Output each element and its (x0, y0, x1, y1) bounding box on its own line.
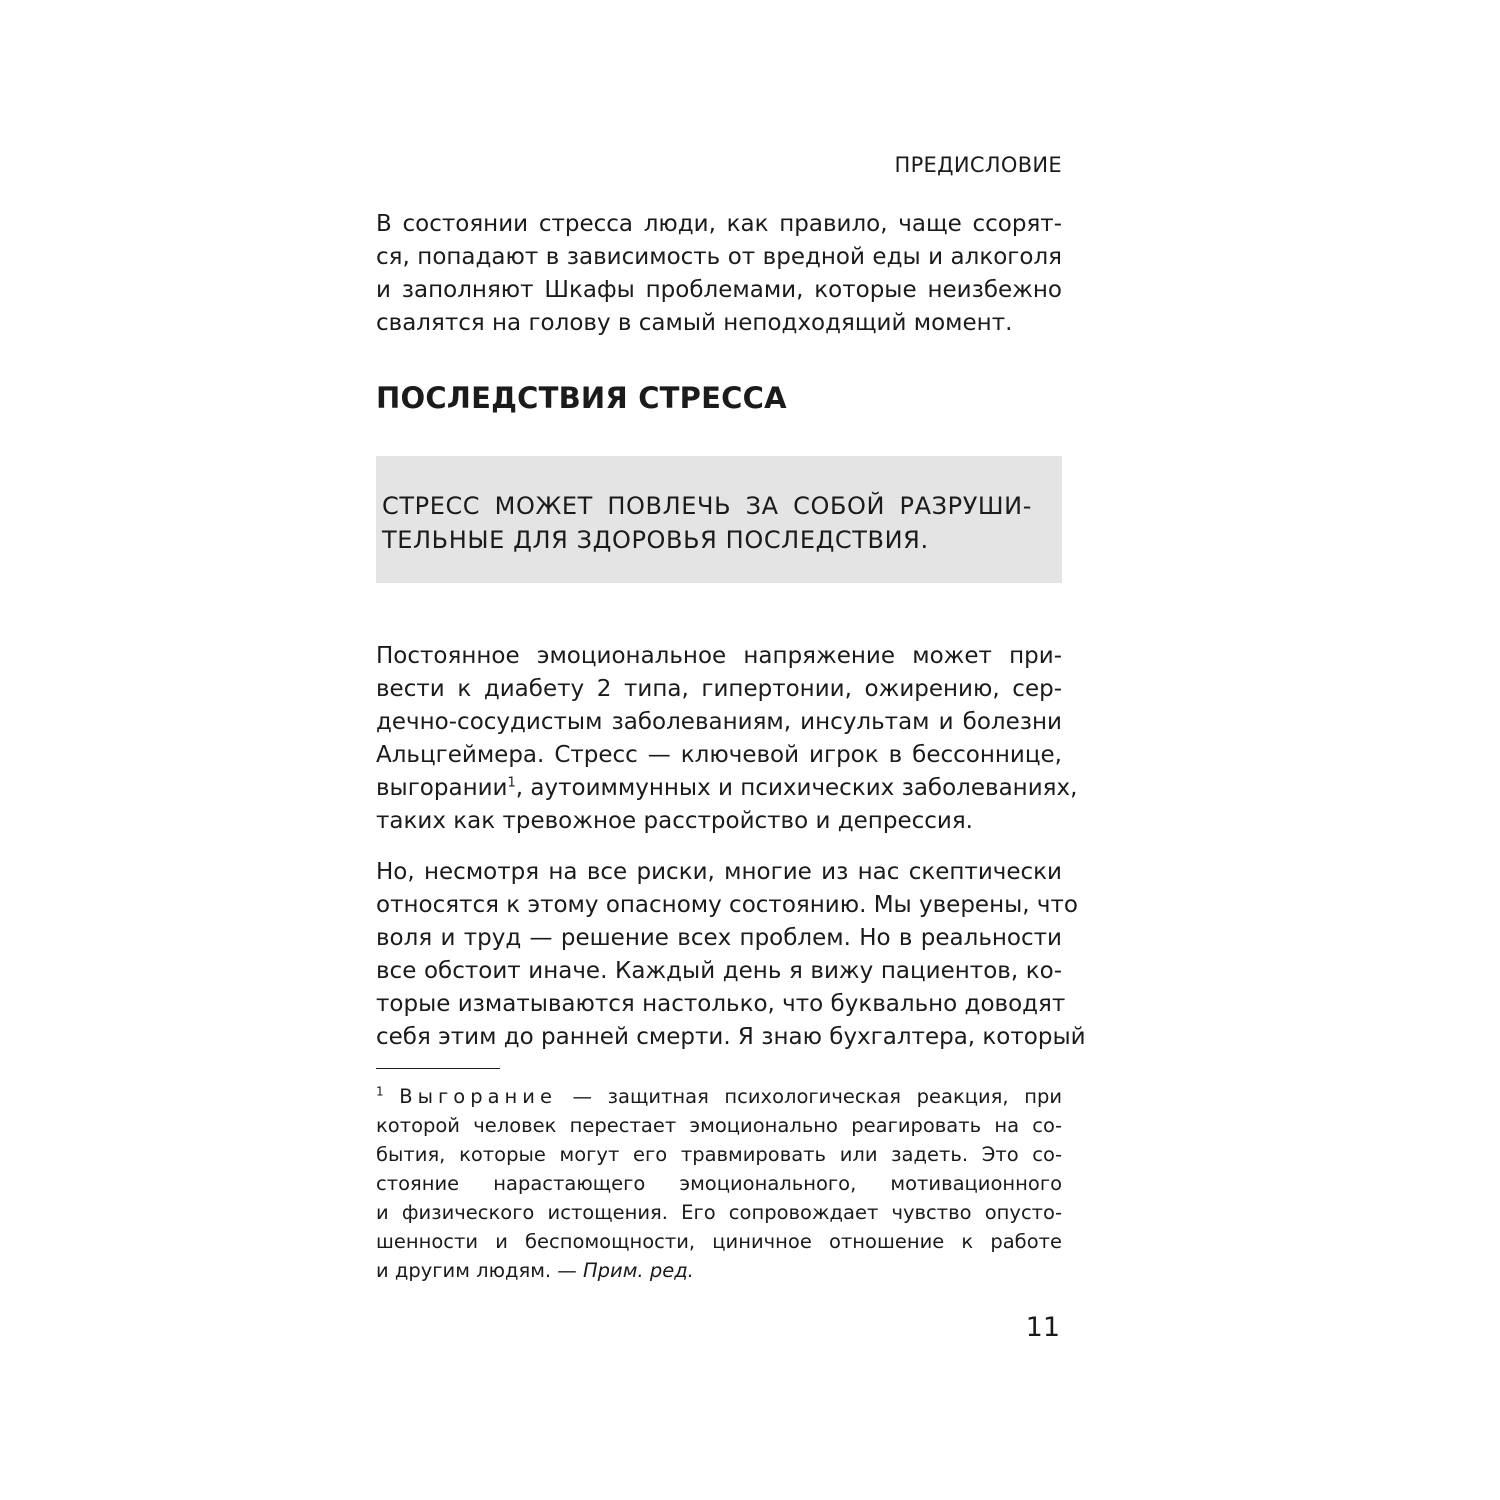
callout-box (376, 456, 1062, 583)
line-text: , аутоиммунных и психических заболеваниях, (515, 775, 1078, 801)
paragraph-line: воля и труд — решение всех проблем. Но в реальности (376, 925, 1062, 951)
footnote-text: — защитная психологическая реакция, при (556, 1085, 1062, 1108)
section-heading: ПОСЛЕДСТВИЯ СТРЕССА (376, 381, 787, 415)
paragraph-line: таких как тревожное расстройство и депрессия. (376, 808, 973, 834)
paragraph-line: вести к диабету 2 типа, гипертонии, ожирению, сер- (376, 676, 1062, 702)
paragraph-line: Но, несмотря на все риски, многие из нас скептически (376, 859, 1062, 885)
intro-line: ся, попадают в зависимость от вредной еды и алкоголя (376, 244, 1062, 270)
footnote-line: которой человек перестает эмоционально реагировать на со- (376, 1114, 1062, 1137)
paragraph-line: Альцгеймера. Стресс — ключевой игрок в бессоннице, (376, 742, 1062, 768)
footnote-line: бытия, которые могут его травмировать или задеть. Это со- (376, 1143, 1062, 1166)
footnote-text: и другим людям. — (376, 1259, 583, 1282)
callout-line: СТРЕСС МОЖЕТ ПОВЛЕЧЬ ЗА СОБОЙ РАЗРУШИ- (382, 492, 1032, 520)
footnote-term: Выгорание (399, 1085, 557, 1108)
intro-line: свалятся на голову в самый неподходящий момент. (376, 310, 1013, 336)
footnote-number: 1 (376, 1084, 384, 1099)
paragraph-line: относятся к этому опасному состоянию. Мы уверены, что (376, 892, 1078, 918)
paragraph-line: Постоянное эмоциональное напряжение может при- (376, 643, 1062, 669)
footnote-reference: 1 (507, 775, 516, 791)
footnote-line: и физического истощения. Его сопровождает чувство опусто- (376, 1201, 1062, 1224)
book-page (376, 0, 1086, 1500)
paragraph-line: дечно-сосудистым заболеваниям, инсультам и болезни (376, 709, 1062, 735)
callout-line: ТЕЛЬНЫЕ ДЛЯ ЗДОРОВЬЯ ПОСЛЕДСТВИЯ. (382, 526, 929, 554)
paragraph-line-with-footnote (376, 772, 1078, 804)
footnote-line: стояние нарастающего эмоционального, мотивационного (376, 1172, 1062, 1195)
footnote-line: шенности и беспомощности, циничное отношение к работе (376, 1230, 1062, 1253)
footnote-line (376, 1257, 1062, 1285)
footnote-line (376, 1083, 1062, 1111)
paragraph-line: все обстоит иначе. Каждый день я вижу пациентов, ко- (376, 958, 1062, 984)
paragraph-line: себя этим до ранней смерти. Я знаю бухгалтера, который (376, 1024, 1086, 1050)
running-head: ПРЕДИСЛОВИЕ (894, 153, 1062, 177)
editor-note: Прим. ред. (583, 1259, 694, 1282)
line-text: выгорании (376, 775, 508, 801)
intro-line: и заполняют Шкафы проблемами, которые неизбежно (376, 277, 1062, 303)
intro-line: В состоянии стресса люди, как правило, чаще ссорят- (376, 211, 1062, 237)
footnote-divider (376, 1068, 500, 1069)
page-number: 11 (1025, 1312, 1060, 1343)
paragraph-line: торые изматываются настолько, что буквально доводят (376, 991, 1066, 1017)
